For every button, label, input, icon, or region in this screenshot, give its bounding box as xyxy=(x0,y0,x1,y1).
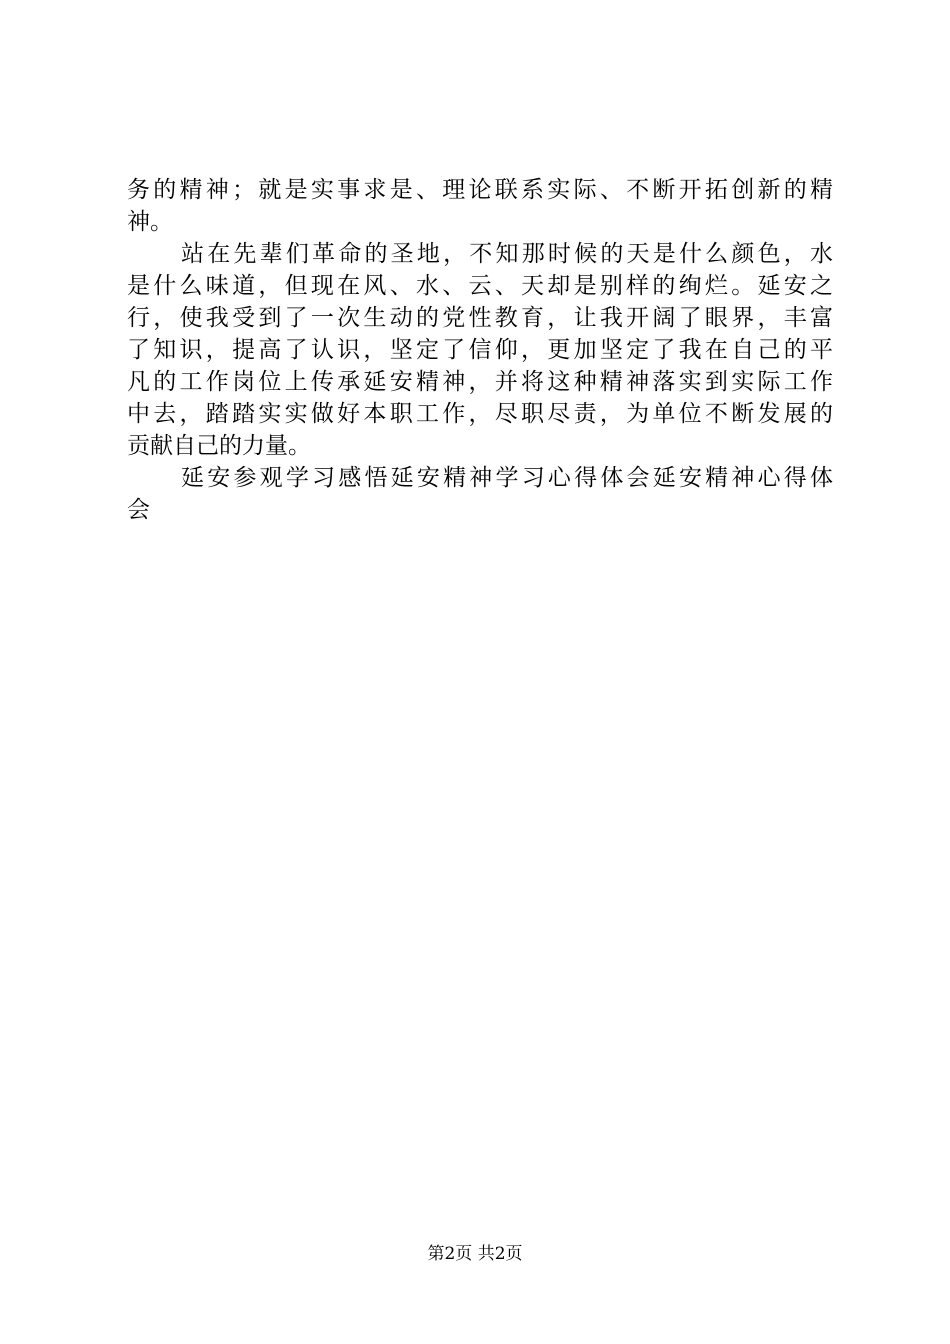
document-body xyxy=(127,174,833,526)
page-number: 第2页 xyxy=(427,1244,473,1264)
text-line: 凡的工作岗位上传承延安精神，并将这种精神落实到实际工作 xyxy=(127,369,833,395)
text-line: 务的精神；就是实事求是、理论联系实际、不断开拓创新的精 xyxy=(127,177,833,203)
page-footer xyxy=(0,1242,950,1266)
paragraph-first-line: 站在先辈们革命的圣地，不知那时候的天是什么颜色，水 xyxy=(181,241,833,267)
text-line: 中去，踏踏实实做好本职工作，尽职尽责，为单位不断发展的 xyxy=(127,401,833,427)
text-line: 会 xyxy=(127,497,150,523)
paragraph-first-line: 延安参观学习感悟延安精神学习心得体会延安精神心得体 xyxy=(181,465,833,491)
text-line: 行，使我受到了一次生动的党性教育，让我开阔了眼界，丰富 xyxy=(127,305,833,331)
text-line: 是什么味道，但现在风、水、云、天却是别样的绚烂。延安之 xyxy=(127,273,833,299)
page-total: 共2页 xyxy=(477,1244,523,1264)
text-line: 神。 xyxy=(127,209,173,235)
text-line: 了知识，提高了认识，坚定了信仰，更加坚定了我在自己的平 xyxy=(127,337,833,363)
text-line: 贡献自己的力量。 xyxy=(127,433,311,459)
